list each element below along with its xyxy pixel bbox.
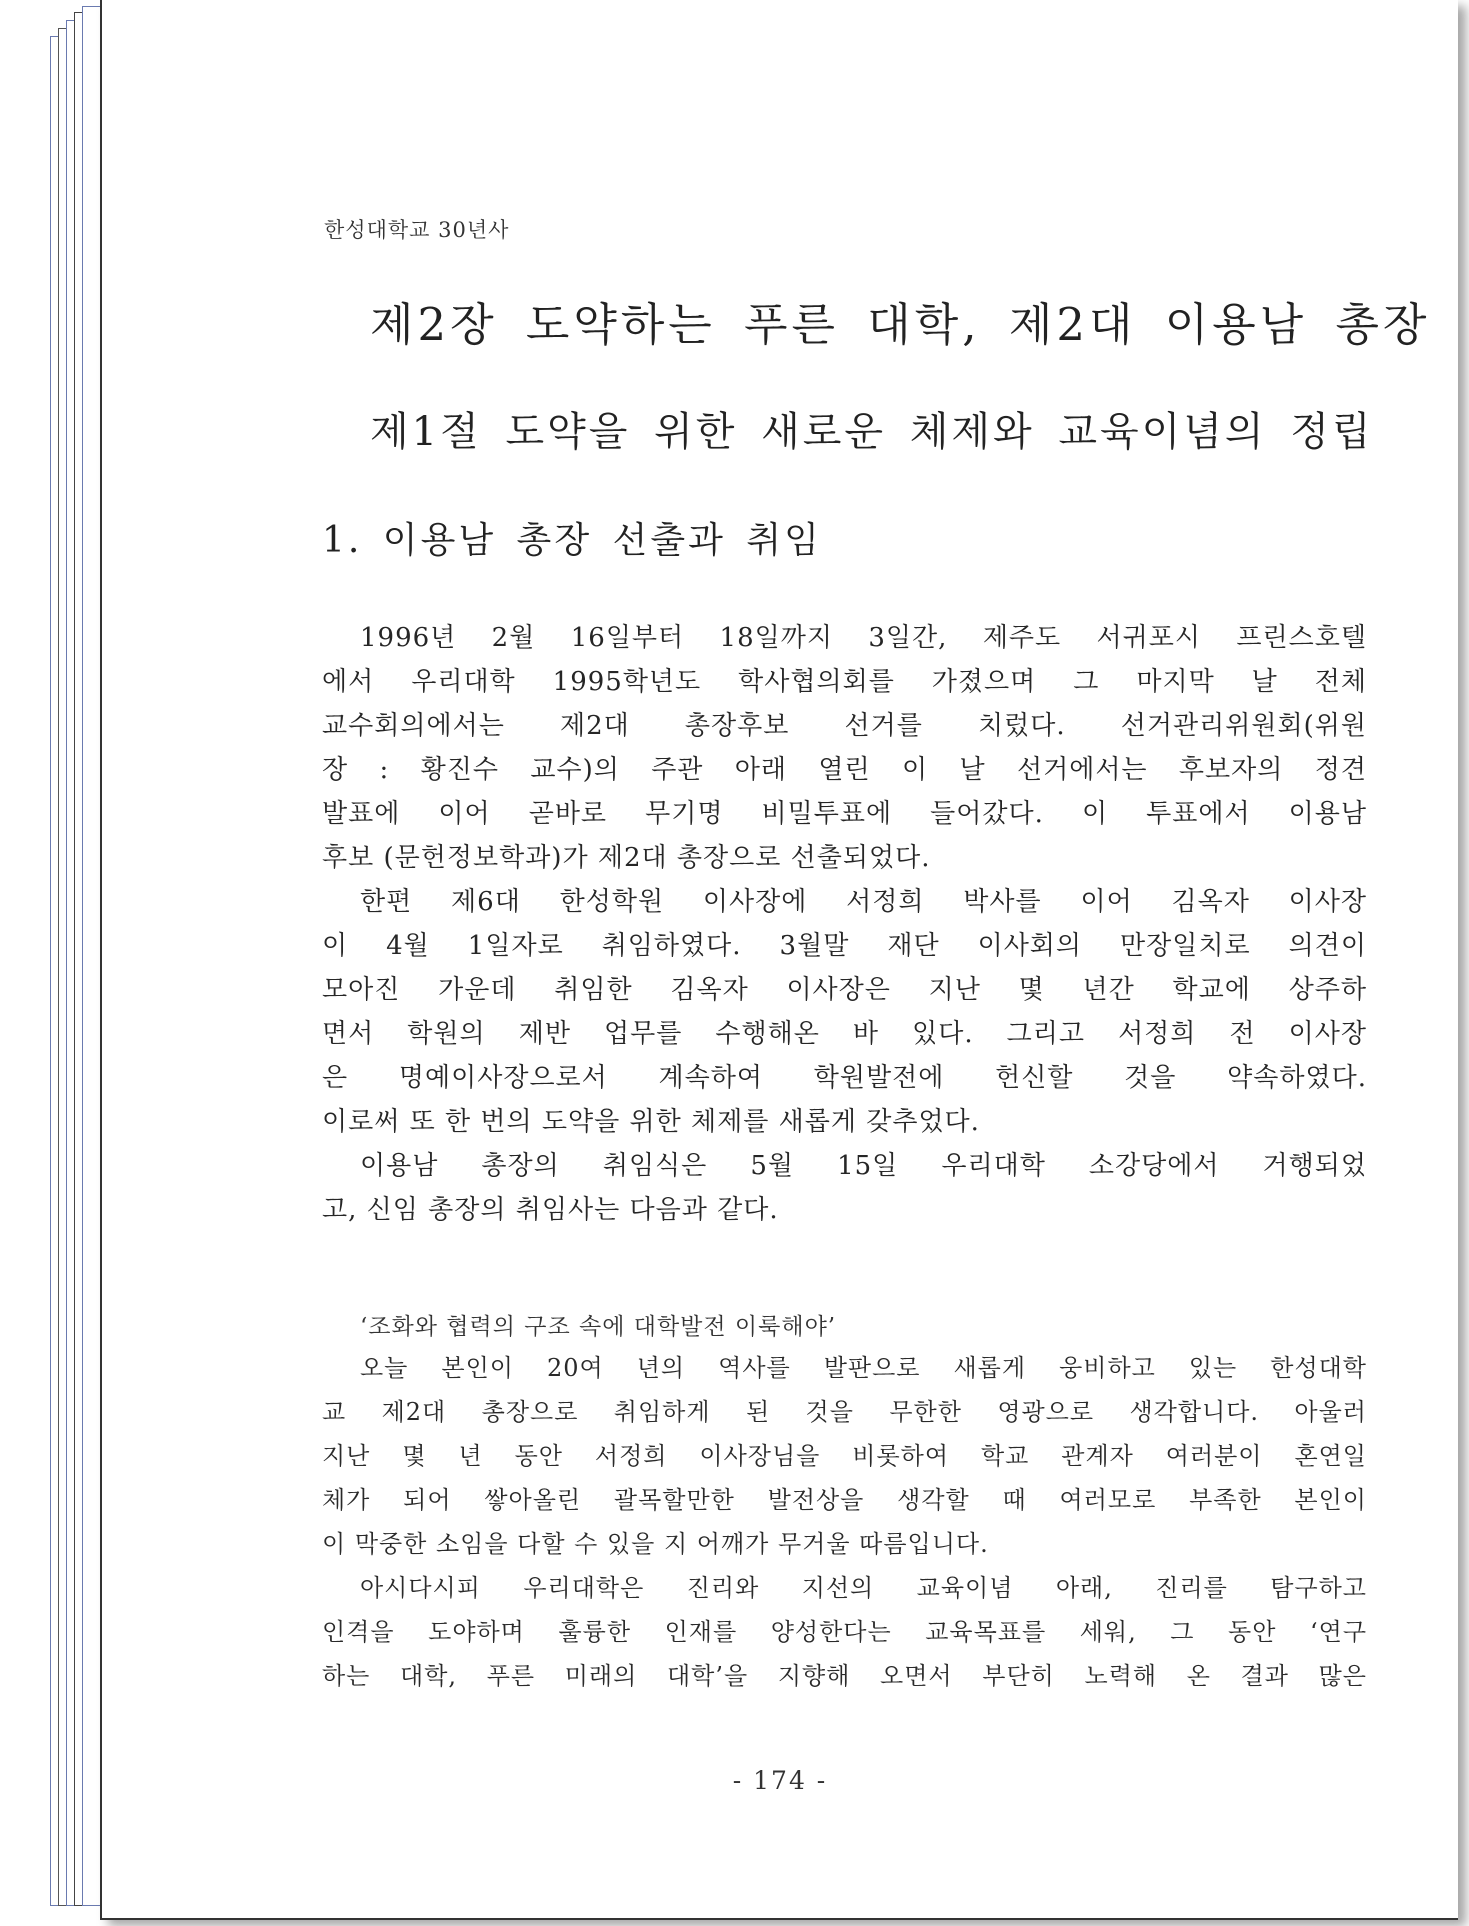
quote-title: ‘조화와 협력의 구조 속에 대학발전 이룩해야’ [360, 1314, 837, 1340]
chapter-title: 제2장 도약하는 푸른 대학, 제2대 이용남 총장 [370, 298, 1431, 351]
subsection-title: 1. 이용남 총장 선출과 취임 [322, 520, 822, 561]
body-paragraph-3 [322, 1144, 1367, 1232]
body-paragraph-1 [322, 616, 1367, 880]
running-head: 한성대학교 30년사 [324, 218, 510, 242]
text-line: 이용남 총장의 취임식은 5월 15일 우리대학 소강당에서 거행되었 [360, 1151, 1367, 1181]
text-line: 은 명예이사장으로서 계속하여 학원발전에 헌신할 것을 약속하였다. [322, 1063, 1367, 1093]
body-paragraph-2 [322, 880, 1367, 1144]
text-line: 이 막중한 소임을 다할 수 있을 지 어깨가 무거울 따름입니다. [322, 1530, 989, 1558]
text-line: 한편 제6대 한성학원 이사장에 서정희 박사를 이어 김옥자 이사장 [360, 887, 1367, 917]
quote-paragraph-1 [322, 1346, 1367, 1566]
book-page [100, 0, 1458, 1920]
text-line: 지난 몇 년 동안 서정희 이사장님을 비롯하여 학교 관계자 여러분이 혼연일 [322, 1442, 1367, 1470]
section-title: 제1절 도약을 위한 새로운 체제와 교육이념의 정립 [370, 409, 1374, 455]
text-line: 인격을 도야하며 훌륭한 인재를 양성한다는 교육목표를 세워, 그 동안 ‘연구 [322, 1618, 1367, 1646]
text-line: 하는 대학, 푸른 미래의 대학’을 지향해 오면서 부단히 노력해 온 결과 많은 [322, 1662, 1367, 1690]
text-line: 면서 학원의 제반 업무를 수행해온 바 있다. 그리고 서정희 전 이사장 [322, 1019, 1367, 1049]
text-line: 1996년 2월 16일부터 18일까지 3일간, 제주도 서귀포시 프린스호텔 [360, 623, 1367, 653]
text-line: 아시다시피 우리대학은 진리와 지선의 교육이념 아래, 진리를 탐구하고 [360, 1574, 1367, 1602]
text-line: 이로써 또 한 번의 도약을 위한 체제를 새롭게 갖추었다. [322, 1107, 980, 1137]
text-line: 모아진 가운데 취임한 김옥자 이사장은 지난 몇 년간 학교에 상주하 [322, 975, 1367, 1005]
text-line: 발표에 이어 곧바로 무기명 비밀투표에 들어갔다. 이 투표에서 이용남 [322, 799, 1367, 829]
text-line: 장 : 황진수 교수)의 주관 아래 열린 이 날 선거에서는 후보자의 정견 [322, 755, 1367, 785]
text-line: 고, 신임 총장의 취임사는 다음과 같다. [322, 1195, 779, 1225]
text-line: 에서 우리대학 1995학년도 학사협의회를 가졌으며 그 마지막 날 전체 [322, 667, 1367, 697]
text-line: 이 4월 1일자로 취임하였다. 3월말 재단 이사회의 만장일치로 의견이 [322, 931, 1367, 961]
text-line: 교수회의에서는 제2대 총장후보 선거를 치렀다. 선거관리위원회(위원 [322, 711, 1367, 741]
text-line: 체가 되어 쌓아올린 괄목할만한 발전상을 생각할 때 여러모로 부족한 본인이 [322, 1486, 1367, 1514]
text-line: 오늘 본인이 20여 년의 역사를 발판으로 새롭게 웅비하고 있는 한성대학 [360, 1354, 1367, 1382]
text-line: 후보 (문헌정보학과)가 제2대 총장으로 선출되었다. [322, 843, 931, 873]
quote-paragraph-2 [322, 1566, 1367, 1698]
page-number: - 174 - [732, 1766, 828, 1795]
text-line: 교 제2대 총장으로 취임하게 된 것을 무한한 영광으로 생각합니다. 아울러 [322, 1398, 1367, 1426]
